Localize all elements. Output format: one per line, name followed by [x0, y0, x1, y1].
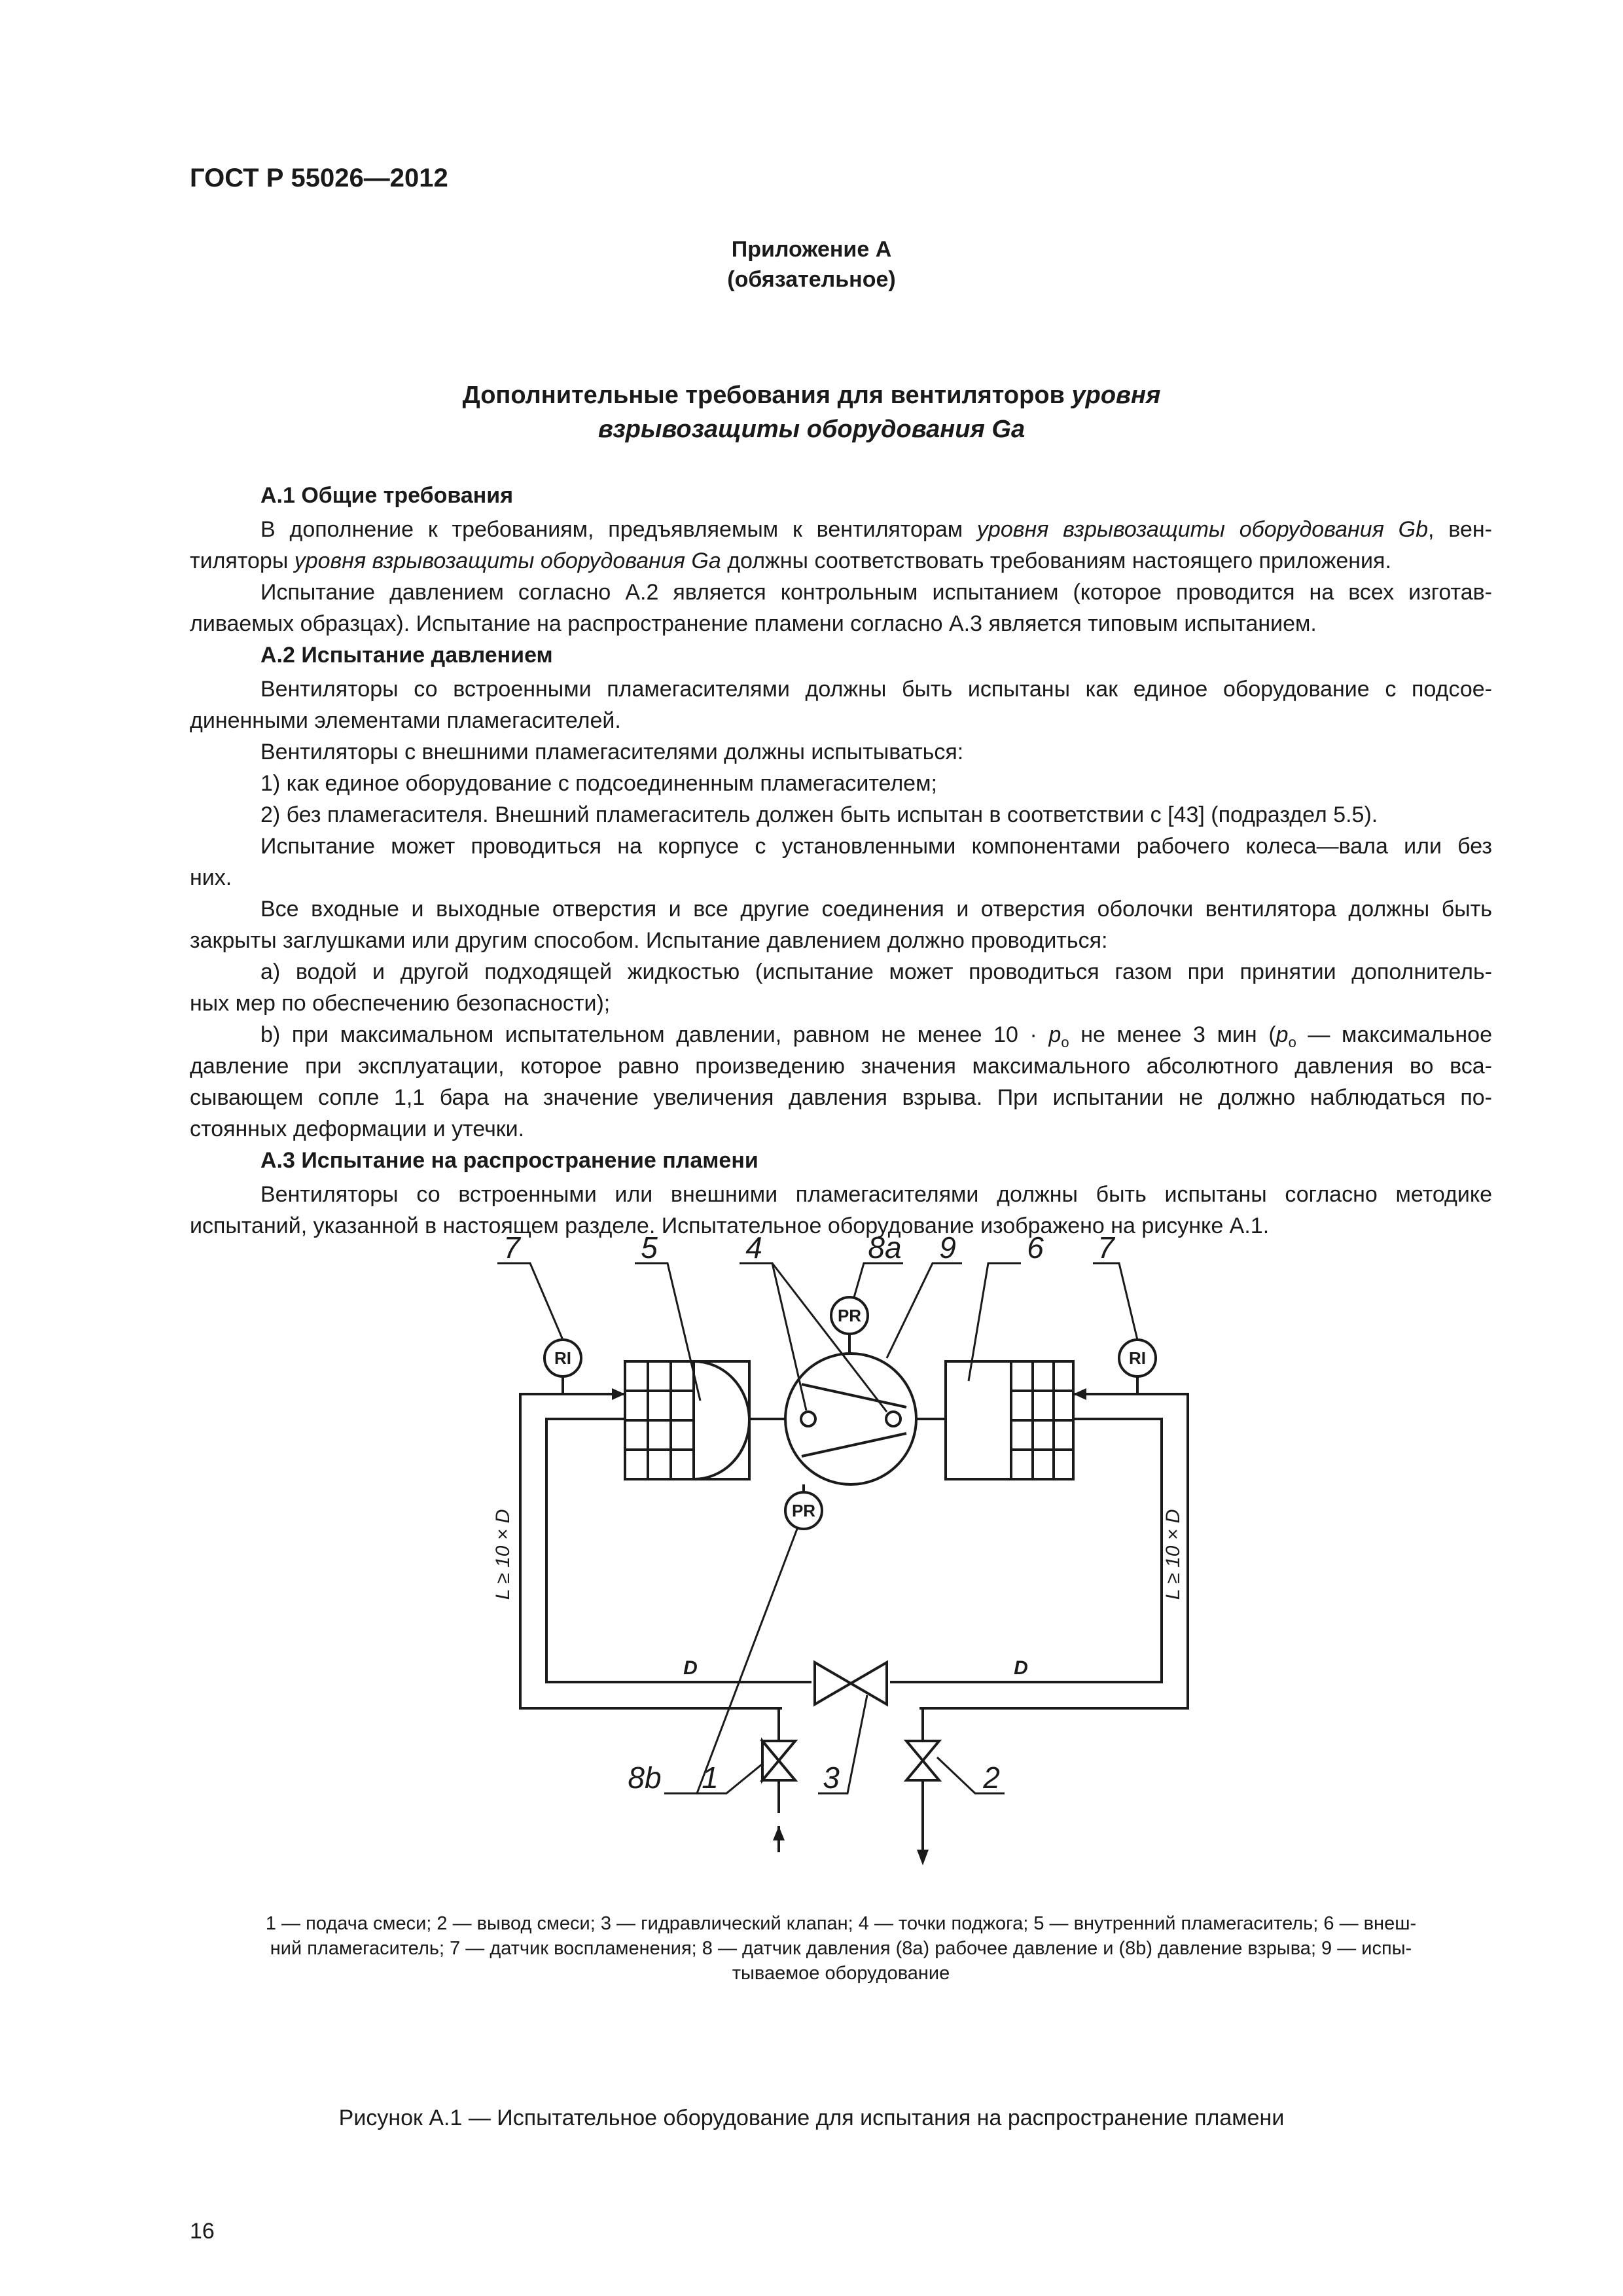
document-code: ГОСТ Р 55026—2012: [190, 164, 448, 192]
callout-8a: 8a: [868, 1230, 902, 1265]
figure-caption: Рисунок А.1 — Испытательное оборудование для испытания на распространение пламени: [338, 2106, 1285, 2130]
outer-pipe-left: [520, 1394, 782, 1708]
paragraph-line: ных мер по обеспечению безопасности);: [190, 991, 611, 1016]
text-run: В дополнение к требованиям, предъявляемым к вентиляторам: [260, 517, 977, 542]
callout-3: 3: [823, 1761, 840, 1795]
callout-5: 5: [641, 1230, 658, 1265]
callout-7-right: 7: [1097, 1230, 1115, 1265]
callout-9: 9: [939, 1230, 956, 1265]
sensor-label-ri: RI: [1129, 1348, 1146, 1368]
annex-heading-line1: [0, 382, 1623, 410]
heading-italic-text: уровня: [1071, 382, 1161, 409]
leader-8a: [854, 1263, 903, 1297]
annex-title: Приложение А: [731, 237, 892, 262]
subscript: o: [1061, 1033, 1069, 1050]
paragraph-line: Испытание давлением согласно А.2 является контрольным испытанием (которое проводится на всех изготав-: [260, 580, 1492, 605]
callout-2: 2: [983, 1761, 1000, 1795]
legend-line: тываемое оборудование: [732, 1963, 950, 1984]
legend-line: ний пламегаситель; 7 — датчик воспламенения; 8 — датчик давления (8а) рабочее давление и (8b) давление взрыва; 9 — испы-: [270, 1938, 1412, 1959]
paragraph-line: стоянных деформации и утечки.: [190, 1117, 525, 1141]
callout-8b: 8b: [628, 1761, 662, 1795]
paragraph-line: Вентиляторы со встроенными пламегасителями должны быть испытаны как единое оборудование с подсое-: [260, 677, 1492, 702]
leader-5: [635, 1263, 700, 1401]
subscript: o: [1288, 1033, 1296, 1050]
annex-status: (обязательное): [727, 267, 896, 292]
ignition-point-left: [801, 1412, 815, 1426]
paragraph-line: [260, 517, 1492, 543]
external-flame-arrester: [946, 1361, 1073, 1479]
leader-7-left: [497, 1263, 563, 1340]
list-item: а) водой и другой подходящей жидкостью (испытание может проводиться газом при принятии дополнитель-: [260, 960, 1492, 984]
leader-9: [887, 1263, 962, 1358]
discharge-arrow: [917, 1850, 929, 1865]
length-label-left: L ≥ 10 × D: [492, 1509, 514, 1600]
text-run: должны соответствовать требованиям настоящего приложения.: [721, 548, 1391, 573]
hydraulic-valve: [815, 1662, 887, 1704]
text-run-italic: p: [1275, 1022, 1289, 1047]
leader-6: [969, 1263, 1021, 1381]
annex-heading-line2: [0, 416, 1623, 444]
paragraph-line: Вентиляторы с внешними пламегасителями должны испытываться:: [260, 740, 964, 764]
tested-equipment: [785, 1354, 916, 1484]
heading-text: Дополнительные требования для вентиляторов: [462, 382, 1072, 409]
paragraph-line: диненными элементами пламегасителей.: [190, 708, 621, 733]
arrow-head: [612, 1388, 625, 1400]
text-run-italic: p: [1048, 1022, 1061, 1047]
text-run: тиляторы: [190, 548, 294, 573]
callout-4: 4: [745, 1230, 762, 1265]
inner-pipe-right: [890, 1419, 1162, 1682]
paragraph-line: ливаемых образцах). Испытание на распространение пламени согласно А.3 является типовым испытанием.: [190, 611, 1317, 636]
section-a3-heading: А.3 Испытание на распространение пламени: [260, 1148, 758, 1173]
figure-a1-diagram: [458, 1230, 1211, 1898]
diameter-label-left: D: [683, 1657, 698, 1679]
internal-flame-arrester: [625, 1361, 749, 1479]
paragraph-line: них.: [190, 865, 232, 890]
page-number: 16: [190, 2219, 215, 2244]
diameter-label-right: D: [1014, 1657, 1028, 1679]
text-run-italic: уровня взрывозащиты оборудования Ga: [294, 548, 721, 573]
section-a2-heading: А.2 Испытание давлением: [260, 643, 553, 668]
inner-pipe-left: [546, 1419, 812, 1682]
sensor-label-pr: PR: [791, 1501, 816, 1520]
paragraph-line: закрыты заглушками или другим способом. Испытание давлением должно проводиться:: [190, 928, 1108, 953]
heading-italic-text: взрывозащиты оборудования Ga: [597, 416, 1026, 443]
list-item: [260, 1022, 1492, 1051]
arrow-head: [1073, 1388, 1086, 1400]
text-run: b) при максимальном испытательном давлении, равном не менее 10 ·: [260, 1022, 1049, 1047]
supply-arrow: [773, 1826, 785, 1840]
paragraph-line: [190, 548, 1492, 574]
ignition-point-right: [886, 1412, 901, 1426]
paragraph-line: Все входные и выходные отверстия и все другие соединения и отверстия оболочки вентилятора должны быть: [260, 897, 1492, 922]
length-label-right: L ≥ 10 × D: [1162, 1509, 1184, 1600]
callout-7-left: 7: [503, 1230, 520, 1265]
paragraph-line: испытаний, указанной в настоящем разделе. Испытательное оборудование изображено на рисунке А.1.: [190, 1213, 1270, 1238]
paragraph-line: Вентиляторы со встроенными или внешними пламегасителями должны быть испытаны согласно методике: [260, 1182, 1492, 1207]
text-run: не менее 3 мин (: [1069, 1022, 1276, 1047]
figure-legend: [190, 1911, 1492, 1986]
text-run: — максимальное: [1296, 1022, 1492, 1047]
discharge-valve: [906, 1741, 939, 1780]
text-run: , вен-: [1428, 517, 1492, 542]
paragraph-line: давление при эксплуатации, которое равно произведению значения максимального абсолютного давления во вса-: [190, 1054, 1492, 1079]
paragraph-line: Испытание может проводиться на корпусе с установленными компонентами рабочего колеса—вала или без: [260, 834, 1492, 859]
legend-line: 1 — подача смеси; 2 — вывод смеси; 3 — гидравлический клапан; 4 — точки поджога; 5 — внутренний пламегаситель; 6 — внеш-: [265, 1913, 1417, 1934]
leader-7-right: [1093, 1263, 1137, 1340]
sensor-label-pr: PR: [837, 1306, 862, 1325]
callout-1: 1: [702, 1761, 719, 1795]
list-item: 1) как единое оборудование с подсоединенным пламегасителем;: [260, 771, 937, 796]
paragraph-line: сывающем сопле 1,1 бара на значение увеличения давления взрыва. При испытании не должно наблюдаться по-: [190, 1085, 1492, 1110]
text-run-italic: уровня взрывозащиты оборудования Gb: [976, 517, 1429, 542]
list-item: 2) без пламегасителя. Внешний пламегаситель должен быть испытан в соответствии с [43] (подраздел 5.5).: [260, 802, 1378, 827]
section-a1-heading: А.1 Общие требования: [260, 483, 514, 508]
sensor-label-ri: RI: [554, 1348, 571, 1368]
callout-6: 6: [1027, 1230, 1044, 1265]
